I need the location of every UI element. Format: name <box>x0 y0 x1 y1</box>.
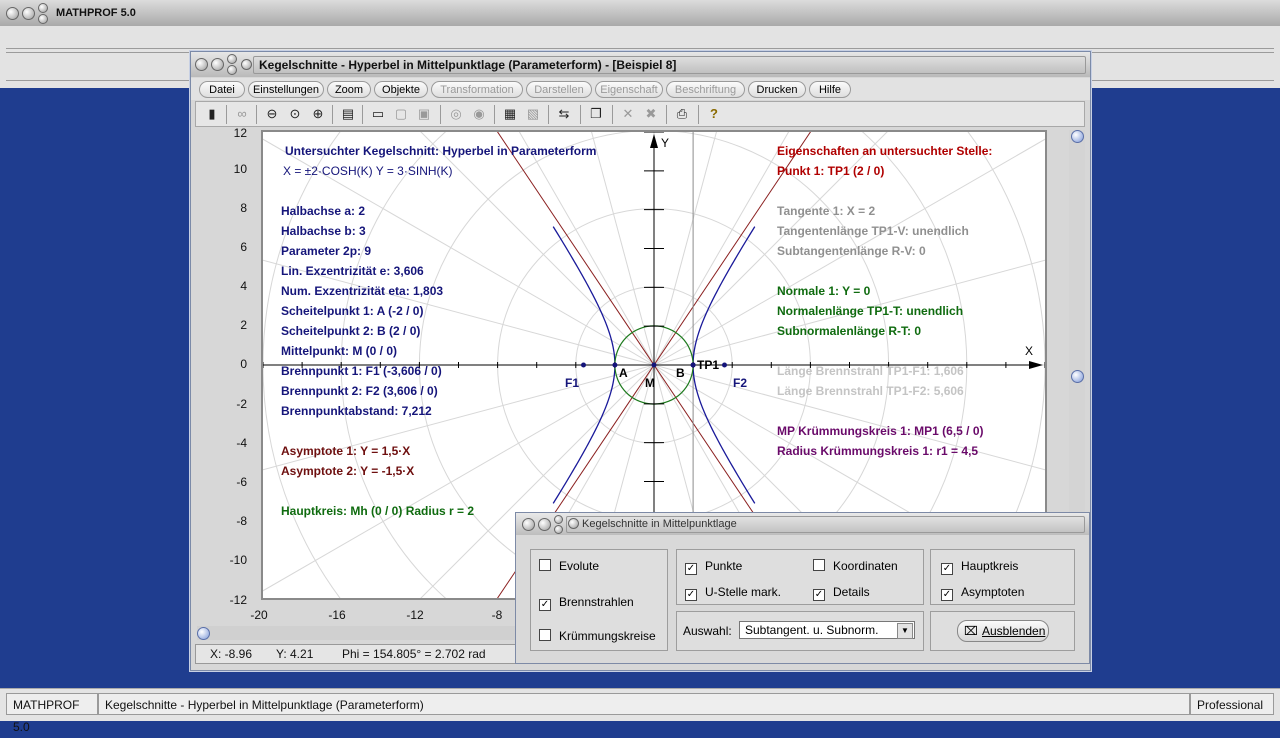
checkbox-box[interactable]: ✓ <box>814 589 824 600</box>
y-tick: 12 <box>233 126 247 140</box>
ausblenden-button[interactable] <box>957 620 1049 642</box>
group-evolute <box>530 549 668 651</box>
menu-zoom[interactable]: Zoom <box>327 81 371 98</box>
auswahl-select[interactable] <box>739 621 915 639</box>
transfer-icon[interactable]: ⇆ <box>558 106 570 121</box>
group-ausblenden <box>930 611 1075 651</box>
auswahl-label: Auswahl: <box>683 624 732 638</box>
checkbox-box[interactable] <box>539 559 551 571</box>
checkbox-koordinaten[interactable] <box>813 559 898 573</box>
app-titlebar <box>0 0 1280 27</box>
checkbox-box[interactable]: ✓ <box>942 563 952 574</box>
checkbox-box[interactable] <box>539 629 551 641</box>
checkbox-label: Asymptoten <box>961 585 1025 599</box>
vscroll-thumb[interactable] <box>1071 370 1084 383</box>
coord-phi: Phi = 154.805° = 2.702 rad <box>342 647 486 661</box>
menu-beschriftung[interactable]: Beschriftung <box>666 81 745 98</box>
brennstrahl-1-text: Länge Brennstrahl TP1-F1: 1,606 <box>777 364 964 378</box>
system-button[interactable] <box>6 7 19 20</box>
coord-y: Y: 4.21 <box>276 647 314 661</box>
settings-dialog <box>515 512 1090 664</box>
point-marker-a <box>612 363 617 368</box>
prop-parameter: Parameter 2p: 9 <box>281 244 372 258</box>
close-button[interactable] <box>38 14 48 24</box>
window-system-button[interactable] <box>195 58 208 71</box>
prop-mittelpunkt: Mittelpunkt: M (0 / 0) <box>281 344 397 358</box>
checkbox-box[interactable] <box>813 559 825 571</box>
point-label-f2: F2 <box>733 376 748 390</box>
normale-text: Normale 1: Y = 0 <box>777 284 871 298</box>
prop-halbachse-b: Halbachse b: 3 <box>281 224 366 238</box>
checkbox-brennstrahlen[interactable] <box>539 595 634 611</box>
subtangentenlaenge-text: Subtangentenlänge R-V: 0 <box>777 244 926 258</box>
checkbox-kruemmungskreise[interactable] <box>539 629 656 643</box>
punkt-text: Punkt 1: TP1 (2 / 0) <box>777 164 885 178</box>
zoom-icon[interactable]: ⊙ <box>289 106 301 121</box>
x-tick: -12 <box>406 608 424 622</box>
normalenlaenge-text: Normalenlänge TP1-T: unendlich <box>777 304 964 318</box>
checkbox-label: Koordinaten <box>833 559 898 573</box>
menu-objekte[interactable]: Objekte <box>374 81 428 98</box>
status-edition: Professional <box>1190 693 1274 715</box>
y-tick: -8 <box>236 514 247 528</box>
prop-scheitelpunkt-2: Scheitelpunkt 2: B (2 / 0) <box>281 324 421 338</box>
status-app-name: MATHPROF 5.0 <box>6 693 98 715</box>
tangentenlaenge-text: Tangentenlänge TP1-V: unendlich <box>777 224 969 238</box>
checkbox-asymptoten[interactable] <box>941 585 1024 601</box>
parameter-equation: X = ±2·COSH(K) Y = 3·SINH(K) <box>283 164 453 178</box>
point-label-b: B <box>676 366 685 380</box>
y-tick: 6 <box>240 240 247 254</box>
y-axis-arrow <box>650 134 658 148</box>
app-title: MATHPROF 5.0 <box>56 7 136 19</box>
window-icon <box>241 59 252 70</box>
properties-icon[interactable]: ▤ <box>341 106 355 121</box>
dialog-titlebar <box>516 513 1089 535</box>
checkbox-box[interactable]: ✓ <box>686 589 696 600</box>
tangente-text: Tangente 1: X = 2 <box>777 204 876 218</box>
asymptote-1-text: Asymptote 1: Y = 1,5·X <box>281 444 411 458</box>
window-minimize-button[interactable] <box>211 58 224 71</box>
prop-scheitelpunkt-1: Scheitelpunkt 1: A (-2 / 0) <box>281 304 424 318</box>
menu-einstellungen[interactable]: Einstellungen <box>248 81 324 98</box>
menu-datei[interactable]: Datei <box>199 81 245 98</box>
menu-hilfe[interactable]: Hilfe <box>809 81 851 98</box>
window-titlebar <box>191 52 1090 77</box>
y-tick: -12 <box>229 593 247 607</box>
hscroll-left-button[interactable] <box>197 627 210 640</box>
menu-transformation[interactable]: Transformation <box>431 81 523 98</box>
checkbox-punkte[interactable] <box>685 559 742 575</box>
point-label-tp1: TP1 <box>697 358 720 372</box>
delete-icon-2[interactable]: ✖ <box>645 106 657 121</box>
point-label-a: A <box>619 366 628 380</box>
status-bar <box>0 688 1280 734</box>
checkbox-evolute[interactable] <box>539 559 599 573</box>
values-icon[interactable]: ▣ <box>417 106 431 121</box>
x-tick: -8 <box>491 608 503 622</box>
brennstrahl-2-text: Länge Brennstrahl TP1-F2: 5,606 <box>777 384 964 398</box>
window-layout-icon[interactable]: ▭ <box>371 106 385 121</box>
point-label-f1: F1 <box>565 376 580 390</box>
dialog-close-button[interactable] <box>554 525 563 534</box>
zoom-in-icon[interactable]: ⊕ <box>312 106 324 121</box>
circle-icon-1[interactable]: ◎ <box>450 106 462 121</box>
checkbox-label: Evolute <box>559 559 600 573</box>
pages-icon[interactable]: ❐ <box>590 106 602 121</box>
window-maximize-button[interactable] <box>227 54 237 64</box>
status-document: Kegelschnitte - Hyperbel in Mittelpunktlage (Parameterform) <box>98 693 1190 715</box>
point-marker-tp1 <box>691 363 696 368</box>
hauptkreis-text: Hauptkreis: Mh (0 / 0) Radius r = 2 <box>281 504 475 518</box>
table-edit-icon[interactable]: ▧ <box>526 106 540 121</box>
delete-icon-1[interactable]: ✕ <box>622 106 634 121</box>
circle-icon-2[interactable]: ◉ <box>473 106 485 121</box>
point-marker-f1 <box>581 363 586 368</box>
ausblenden-label: Ausblenden <box>982 624 1046 638</box>
glasses-icon[interactable]: ∞ <box>237 106 247 121</box>
checkbox-label: Brennstrahlen <box>559 595 634 609</box>
y-tick: 0 <box>240 357 247 371</box>
asymptote-2-text: Asymptote 2: Y = -1,5·X <box>281 464 415 478</box>
checkbox-label: Krümmungskreise <box>559 629 656 643</box>
window-close-button[interactable] <box>227 65 237 75</box>
group-auswahl <box>676 611 924 651</box>
menu-darstellen[interactable]: Darstellen <box>526 81 592 98</box>
y-tick: -6 <box>236 475 247 489</box>
help-icon[interactable]: ? <box>710 106 718 121</box>
calculator-icon[interactable]: ▮ <box>208 106 216 121</box>
menu-eigenschaft[interactable]: Eigenschaft <box>595 81 663 98</box>
x-axis-label: X <box>1025 344 1034 358</box>
prop-lin-exzentrizitaet: Lin. Exzentrizität e: 3,606 <box>281 264 424 278</box>
zoom-out-icon[interactable]: ⊖ <box>266 106 278 121</box>
group-hauptkreis <box>930 549 1075 605</box>
dialog-title: Kegelschnitte in Mittelpunktlage <box>582 518 737 530</box>
checkbox-hauptkreis[interactable] <box>941 559 1018 575</box>
y-tick: 8 <box>240 201 247 215</box>
maximize-button[interactable] <box>38 3 48 13</box>
y-tick: -10 <box>229 553 247 567</box>
dialog-maximize-button[interactable] <box>554 515 563 524</box>
x-tick: -16 <box>328 608 346 622</box>
checkbox-ustelle[interactable] <box>685 585 781 601</box>
prop-brennpunktabstand: Brennpunktabstand: 7,212 <box>281 404 432 418</box>
checkbox-label: Details <box>833 585 870 599</box>
window-title: Kegelschnitte - Hyperbel in Mittelpunktlage (Parameterform) - [Beispiel 8] <box>259 58 677 72</box>
y-axis-label: Y <box>661 136 670 150</box>
copy-graph-icon[interactable]: ▢ <box>394 106 408 121</box>
y-tick: 10 <box>233 162 247 176</box>
kruemmungskreis-radius-text: Radius Krümmungskreis 1: r1 = 4,5 <box>777 444 979 458</box>
y-tick: -2 <box>236 397 247 411</box>
subnormalenlaenge-text: Subnormalenlänge R-T: 0 <box>777 324 922 338</box>
dialog-minimize-button[interactable] <box>538 518 551 531</box>
point-marker-f2 <box>722 363 727 368</box>
coord-x: X: -8.96 <box>210 647 253 661</box>
checkbox-details[interactable] <box>813 585 870 601</box>
minimize-button[interactable] <box>22 7 35 20</box>
vscroll-up-button[interactable] <box>1071 130 1084 143</box>
x-axis-arrow <box>1029 361 1043 369</box>
toolbar <box>195 101 1085 127</box>
checkbox-label: Punkte <box>705 559 743 573</box>
dialog-system-button[interactable] <box>522 518 535 531</box>
chevron-down-icon[interactable]: ▼ <box>897 623 913 639</box>
menubar <box>191 78 1090 100</box>
kegelschnitt-header: Untersuchter Kegelschnitt: Hyperbel in Parameterform <box>285 144 597 158</box>
checkbox-label: Hauptkreis <box>961 559 1019 573</box>
checkbox-box[interactable]: ✓ <box>686 563 696 574</box>
checkbox-label: U-Stelle mark. <box>705 585 782 599</box>
kruemmungskreis-mp-text: MP Krümmungskreis 1: MP1 (6,5 / 0) <box>777 424 984 438</box>
checkbox-box[interactable]: ✓ <box>540 599 550 610</box>
eraser-icon: ⌧ <box>964 624 978 638</box>
x-tick: -20 <box>250 608 268 622</box>
y-tick: 2 <box>240 318 247 332</box>
point-marker-m <box>652 363 657 368</box>
y-tick: 4 <box>240 279 247 293</box>
prop-halbachse-a: Halbachse a: 2 <box>281 204 366 218</box>
checkbox-box[interactable]: ✓ <box>942 589 952 600</box>
point-label-m: M <box>645 376 655 390</box>
y-tick: -4 <box>236 436 247 450</box>
table-icon[interactable]: ▦ <box>503 106 517 121</box>
auswahl-value: Subtangent. u. Subnorm. <box>745 623 879 637</box>
prop-brennpunkt-1: Brennpunkt 1: F1 (-3,606 / 0) <box>281 364 442 378</box>
eigenschaften-header: Eigenschaften an untersuchter Stelle: <box>777 144 993 158</box>
group-punkte <box>676 549 924 605</box>
menu-drucken[interactable]: Drucken <box>748 81 806 98</box>
prop-num-exzentrizitaet: Num. Exzentrizität eta: 1,803 <box>281 284 444 298</box>
printer-icon[interactable]: ⎙ <box>676 106 688 121</box>
prop-brennpunkt-2: Brennpunkt 2: F2 (3,606 / 0) <box>281 384 438 398</box>
